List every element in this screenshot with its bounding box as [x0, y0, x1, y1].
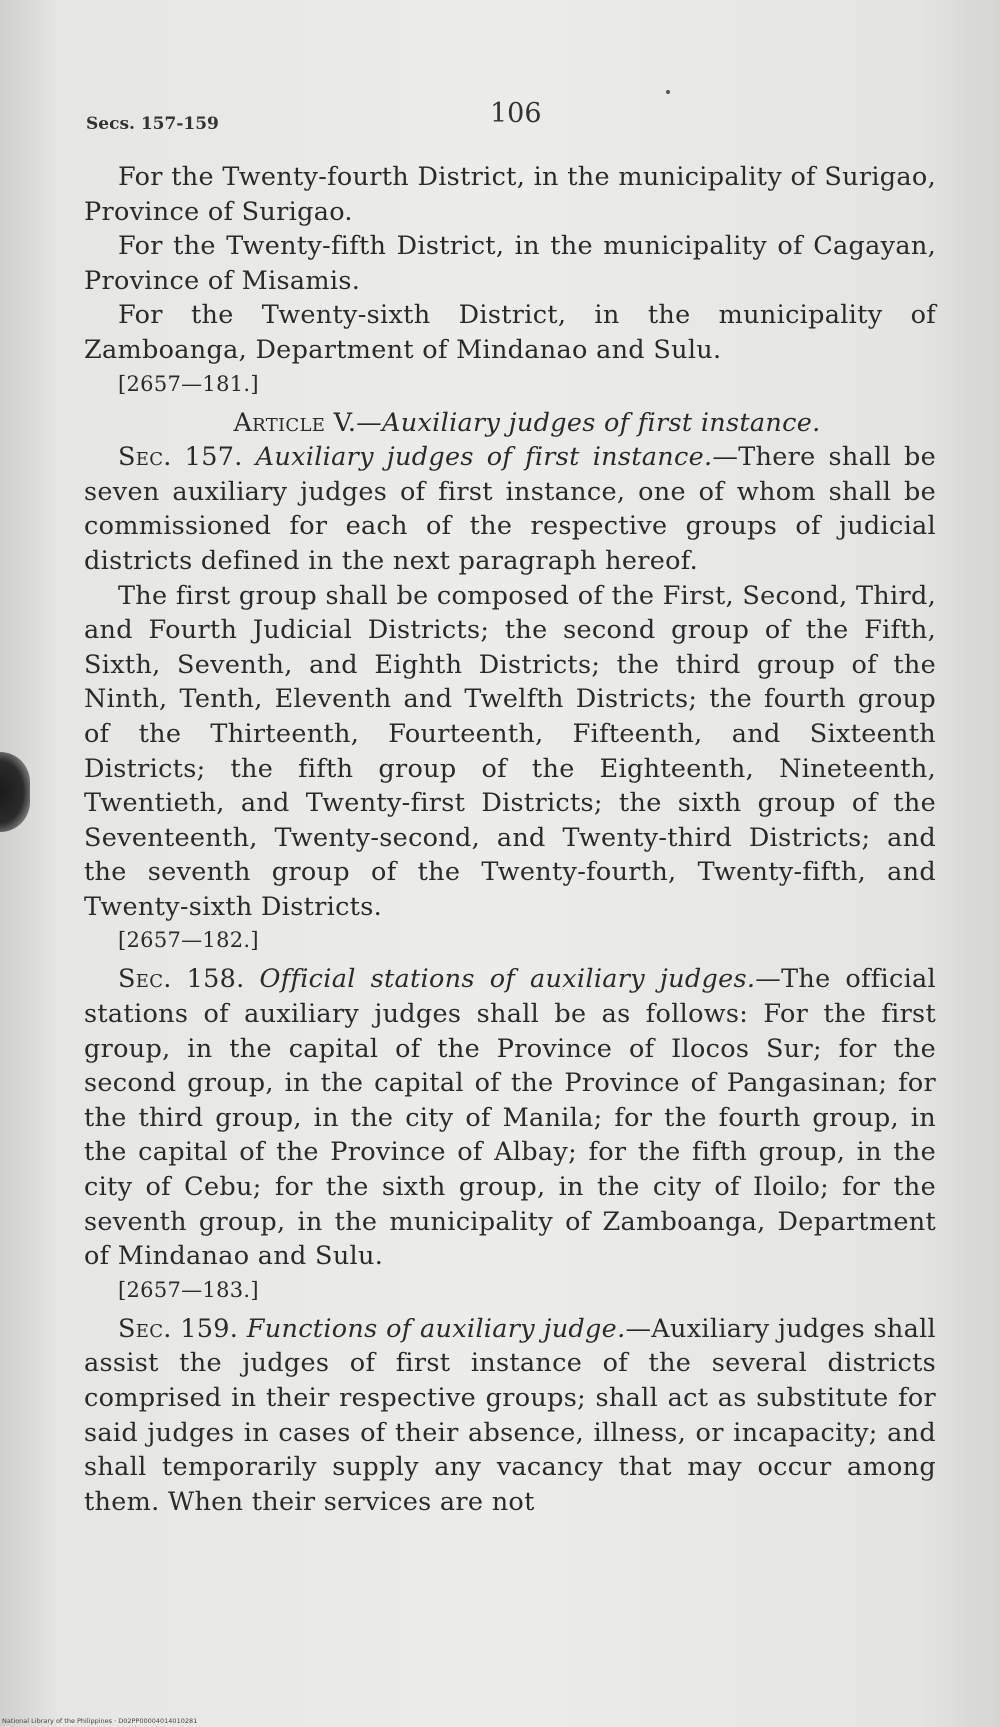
citation-181: [2657—181.] [118, 371, 259, 396]
page-header [86, 98, 936, 138]
section-158 [84, 962, 936, 1273]
sec-157-title: Auxiliary judges of first instance. [255, 442, 713, 473]
sec-157-text: —There shall be seven auxiliary judges of first instance, one of whom shall be commissioned for each of the respective groups of judicial districts defined in the next paragraph hereof. [84, 442, 937, 576]
sec-159-title: Functions of auxiliary judge. [246, 1313, 626, 1344]
paragraph-district-24: For the Twenty-fourth District, in the municipality of Surigao, Province of Surigao. [84, 162, 936, 227]
sec-159-text: —Auxiliary judges shall assist the judges of first instance of the several districts comprised in their respective groups; shall act as substitute for said judges in cases of their absence, illness, or incapacity; and shall temporarily supply any vacancy that may occur among them. When their services are not [84, 1313, 937, 1517]
sec-158-label: Sec. 158. [118, 964, 245, 995]
section-157 [84, 440, 936, 578]
page-body [84, 160, 936, 1519]
scanner-thumb-shadow [0, 752, 30, 832]
article-title: —Auxiliary judges of first instance. [356, 407, 821, 438]
sec-158-title: Official stations of auxiliary judges. [259, 964, 756, 995]
scan-footer: National Library of the Philippines · D02PP00004014010281 [2, 1717, 198, 1725]
page-number: 106 [490, 98, 542, 129]
section-159 [84, 1312, 936, 1520]
sec-159-label: Sec. 159. [118, 1313, 239, 1344]
sec-157-label: Sec. 157. [118, 442, 243, 473]
article-label: Article V. [233, 407, 357, 438]
citation-182: [2657—182.] [118, 928, 259, 953]
citation-183: [2657—183.] [118, 1277, 259, 1302]
paragraph-district-25: For the Twenty-fifth District, in the municipality of Cagayan, Province of Misamis. [84, 231, 936, 296]
speck [666, 90, 670, 94]
section-range: Secs. 157-159 [86, 114, 219, 134]
sec-158-text: —The official stations of auxiliary judges shall be as follows: For the first group, in the capital of the Province of Ilocos Sur; for the second group, in the capital of the Province of Pangasinan; for the third group, in the city of Manila; for the fourth group, in the capital of the Province of Albay; for the fifth group, in the city of Cebu; for the sixth group, in the city of Iloilo; for the seventh group, in the municipality of Zamboanga, Department of Mindanao and Sulu. [84, 964, 936, 1272]
article-heading [84, 406, 936, 441]
section-157-groups: The first group shall be composed of the First, Second, Third, and Fourth Judicial Districts; the second group of the Fifth, Sixth, Seventh, and Eighth Districts; the third group of the Ninth, Tenth, Eleventh and Twelfth Districts; the fourth group of the Thirteenth, Fourteenth, Fifteenth, and Sixteenth Districts; the fifth group of the Eighteenth, Nineteenth, Twentieth, and Twenty-first Districts; the sixth group of the Seventeenth, Twenty-second, and Twenty-third Districts; and the seventh group of the Twenty-fourth, Twenty-fifth, and Twenty-sixth Districts. [84, 580, 936, 922]
paragraph-district-26: For the Twenty-sixth District, in the municipality of Zamboanga, Department of Mindanao and Sulu. [84, 300, 936, 365]
